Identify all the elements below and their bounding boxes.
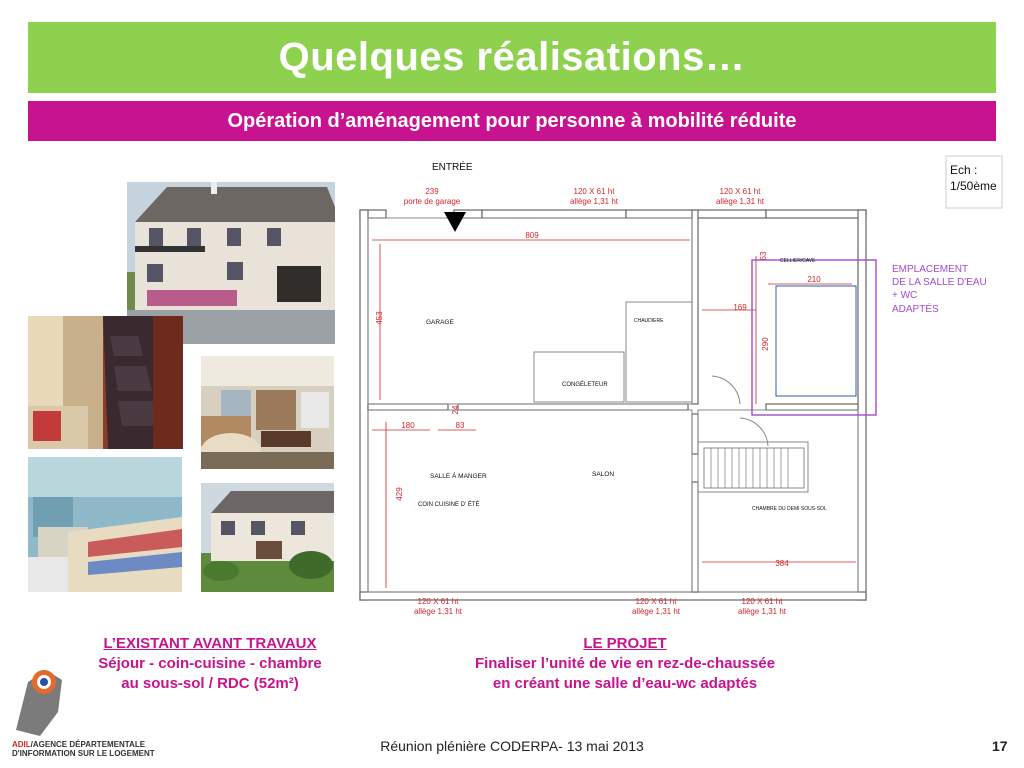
top-window-1-dim: 120 X 61 ht (573, 187, 615, 196)
room-chambre: CHAMBRE DU DEMI SOUS-SOL (752, 506, 827, 512)
bottom-window-1-dim: 120 X 61 ht (417, 597, 459, 606)
caption-project-line-2: en créant une salle d’eau-wc adaptés (492, 675, 758, 692)
caption-project (420, 634, 830, 694)
logo-line-1: /AGENCE DÉPARTEMENTALE (30, 740, 146, 749)
photo-house-rear (201, 483, 334, 592)
room-salon: SALON (592, 471, 615, 478)
footer-text: Réunion plénière CODERPA- 13 mai 2013 (380, 738, 644, 754)
dim-809: 809 (525, 231, 539, 240)
top-window-1-allege: allège 1,31 ht (569, 197, 619, 206)
dim-453: 453 (375, 311, 384, 325)
title-bar (28, 22, 996, 93)
dim-169: 169 (733, 303, 747, 312)
dim-210: 210 (807, 275, 821, 284)
scale-line-2: 1/50ème (950, 179, 997, 193)
caption-project-line-1: Finaliser l’unité de vie en rez-de-chaussée (474, 655, 776, 672)
photo-bedroom (28, 457, 182, 592)
page-number: 17 (992, 738, 1008, 754)
caption-existing-head: L’EXISTANT AVANT TRAVAUX (103, 635, 317, 652)
room-garage: GARAGE (426, 319, 454, 326)
bottom-window-2-allege: allège 1,31 ht (631, 607, 681, 616)
photo-kitchen (201, 356, 334, 469)
scale-line-1: Ech : (950, 163, 978, 177)
emplacement-line-3: + WC (892, 290, 918, 301)
dim-429: 429 (395, 487, 404, 501)
room-cellier: CELLIER/CAVE (780, 258, 816, 264)
logo-line-2: D'INFORMATION SUR LE LOGEMENT (12, 749, 155, 758)
room-congelateur: CONGÉLETEUR (562, 382, 608, 388)
floor-plan (356, 152, 1006, 622)
bottom-window-3-allege: allège 1,31 ht (737, 607, 787, 616)
emplacement-line-2: DE LA SALLE D'EAU (892, 277, 987, 288)
emplacement-line-4: ADAPTÉS (892, 304, 939, 315)
bottom-window-2-dim: 120 X 61 ht (635, 597, 677, 606)
room-coin-cuisine: COIN CUISINE D' ÉTÉ (418, 502, 480, 508)
caption-existing-line-1: Séjour - coin-cuisine - chambre (98, 655, 322, 672)
bottom-window-1-allege: allège 1,31 ht (413, 607, 463, 616)
garage-door-label: porte de garage (403, 197, 461, 206)
emplacement-line-1: EMPLACEMENT (892, 264, 969, 275)
caption-project-head: LE PROJET (583, 635, 667, 652)
subtitle-bar (28, 101, 996, 141)
dim-290: 290 (761, 337, 770, 351)
garage-door-dim: 239 (425, 187, 439, 196)
logo-brand: ADIL (12, 740, 31, 749)
dim-384: 384 (775, 559, 789, 568)
dim-24: 24 (451, 405, 460, 415)
page-subtitle: Opération d’aménagement pour personne à mobilité réduite (227, 109, 797, 132)
room-chaudiere: CHAUDIERE (634, 318, 664, 324)
dim-63: 63 (759, 251, 768, 261)
caption-existing-line-2: au sous-sol / RDC (52m²) (121, 675, 299, 692)
photo-staircase (28, 316, 183, 449)
bottom-window-3-dim: 120 X 61 ht (741, 597, 783, 606)
top-window-2-dim: 120 X 61 ht (719, 187, 761, 196)
top-window-2-allege: allège 1,31 ht (715, 197, 765, 206)
entrance-label: ENTRÉE (432, 162, 473, 173)
page-title: Quelques réalisations… (278, 35, 746, 79)
dim-180: 180 (401, 421, 415, 430)
dim-83: 83 (455, 421, 465, 430)
room-salle-a-manger: SALLE Á MANGER (430, 473, 487, 480)
